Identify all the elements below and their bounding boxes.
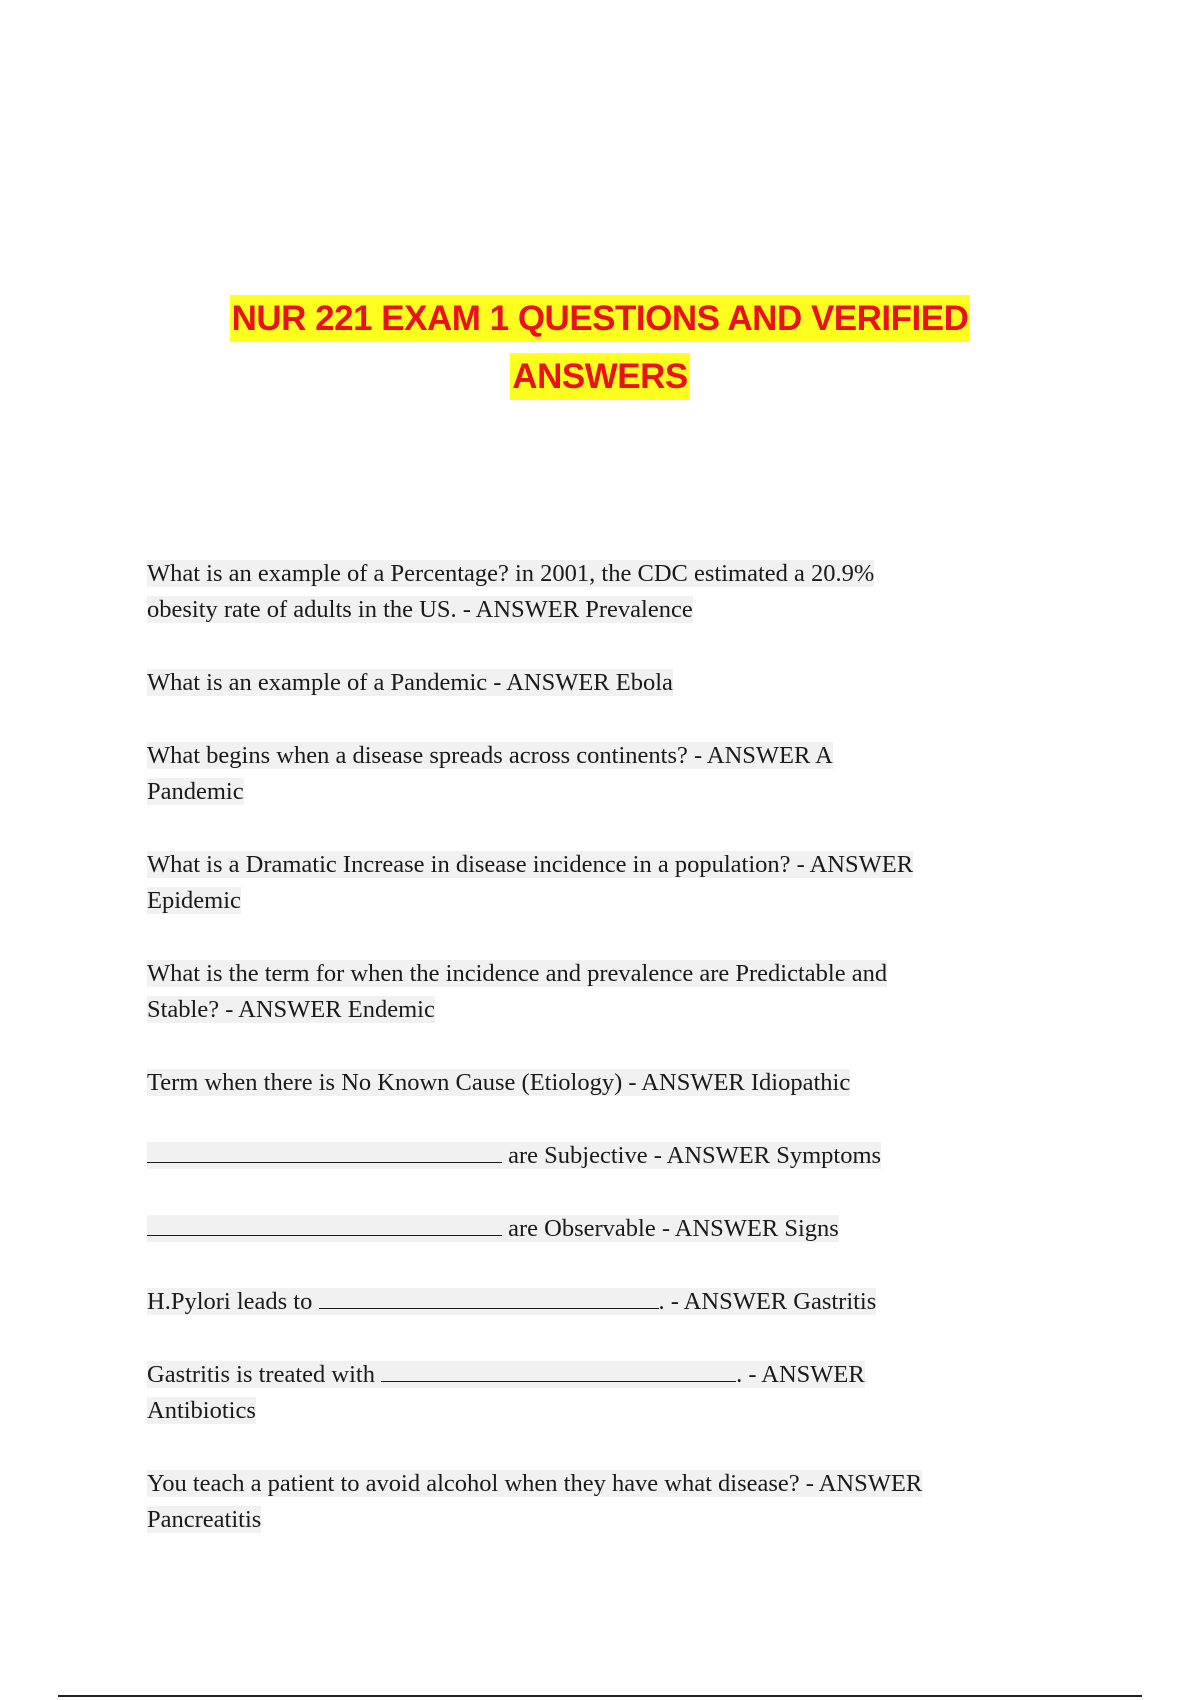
qa-item <box>147 1211 1067 1247</box>
qa-list <box>147 556 1067 1575</box>
qa-line: What begins when a disease spreads across continents? - ANSWER A <box>147 742 833 769</box>
qa-line: You teach a patient to avoid alcohol when they have what disease? - ANSWER <box>147 1470 923 1497</box>
qa-line: . - ANSWER <box>736 1361 865 1388</box>
fill-in-blank <box>147 1140 502 1163</box>
qa-line: What is an example of a Percentage? in 2001, the CDC estimated a 20.9% <box>147 560 875 587</box>
qa-line: Epidemic <box>147 887 241 914</box>
qa-item <box>147 956 1067 1028</box>
document-title <box>140 290 1060 406</box>
footer-divider <box>58 1695 1142 1697</box>
qa-line: are Subjective - ANSWER Symptoms <box>502 1142 882 1169</box>
qa-line: obesity rate of adults in the US. - ANSWER Prevalence <box>147 596 693 623</box>
qa-line: What is the term for when the incidence and prevalence are Predictable and <box>147 960 888 987</box>
title-line-1: NUR 221 EXAM 1 QUESTIONS AND VERIFIED <box>230 295 971 342</box>
fill-in-blank <box>319 1286 659 1309</box>
qa-line: Pancreatitis <box>147 1506 262 1533</box>
qa-item <box>147 1357 1067 1429</box>
fill-in-blank <box>381 1359 736 1382</box>
qa-line: Gastritis is treated with <box>147 1361 382 1388</box>
qa-item <box>147 1466 1067 1538</box>
qa-line: What is a Dramatic Increase in disease incidence in a population? - ANSWER <box>147 851 914 878</box>
qa-line: Stable? - ANSWER Endemic <box>147 996 435 1023</box>
qa-line: Term when there is No Known Cause (Etiology) - ANSWER Idiopathic <box>147 1069 851 1096</box>
qa-item <box>147 665 1067 701</box>
qa-line: are Observable - ANSWER Signs <box>502 1215 839 1242</box>
qa-line: Pandemic <box>147 778 244 805</box>
title-line-2: ANSWERS <box>510 353 689 400</box>
qa-item <box>147 847 1067 919</box>
qa-line: What is an example of a Pandemic - ANSWER Ebola <box>147 669 673 696</box>
qa-item <box>147 1065 1067 1101</box>
qa-item <box>147 738 1067 810</box>
qa-item <box>147 1284 1067 1320</box>
fill-in-blank <box>147 1213 502 1236</box>
qa-line: H.Pylori leads to <box>147 1288 319 1315</box>
qa-item <box>147 556 1067 628</box>
qa-line: Antibiotics <box>147 1397 256 1424</box>
qa-line: . - ANSWER Gastritis <box>658 1288 877 1315</box>
qa-item <box>147 1138 1067 1174</box>
